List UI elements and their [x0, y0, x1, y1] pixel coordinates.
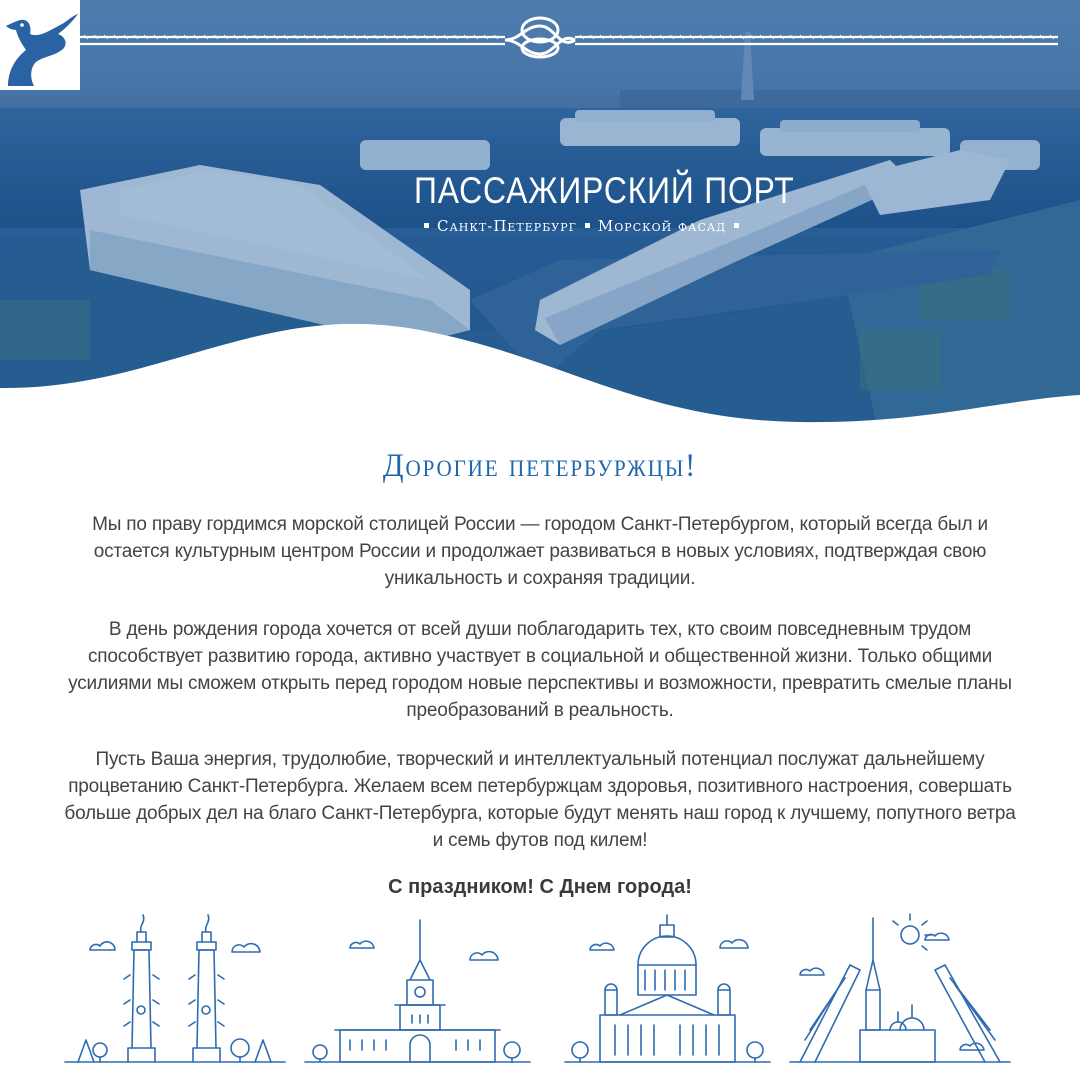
greeting-paragraph-2: В день рождения города хочется от всей души поблагодарить тех, кто своим повседневным трудом способствует развитию города, активно участвует в социальной и общественной жизни. Только общими усилиями мы сможем открыть перед городом новые перспективы и возможности, превратить смелые планы преобразований в реальность. — [68, 619, 1012, 721]
brand-subtitle-facade: Морской фасад — [597, 217, 727, 235]
brand-subtitle — [416, 217, 747, 235]
brand-title: ПАССАЖИРСКИЙ ПОРТ — [414, 170, 795, 211]
st-isaacs-cathedral-icon — [565, 915, 770, 1062]
greeting-headline: Дорогие петербуржцы! — [382, 448, 698, 484]
seabird-on-wave-logo — [0, 0, 80, 90]
brand-subtitle-city: Санкт-Петербург — [437, 217, 577, 235]
separator-dot-icon — [424, 223, 429, 228]
greeting-paragraph-3: Пусть Ваша энергия, трудолюбие, творческий и интеллектуальный потенциал послужат дальнейшему процветанию Санкт-Петербурга. Желаем всем петербуржцам здоровья, позитивного настроения, совершать больше добрых дел на благо Санкт-Петербурга, которые будут менять наш город к лучшему, попутного ветра и семь футов под килем! — [64, 749, 1016, 851]
separator-dot-icon — [585, 223, 590, 228]
admiralty-icon — [305, 920, 530, 1062]
separator-dot-icon — [734, 223, 739, 228]
landmarks-illustration — [0, 905, 1080, 1080]
closing-line: С праздником! С Днем города! — [388, 876, 692, 898]
rostral-columns-icon — [65, 915, 285, 1062]
rope-with-knot-icon — [0, 0, 1080, 60]
peter-and-paul-fortress-bridge-icon — [790, 914, 1010, 1062]
greeting-paragraph-1: Мы по праву гордимся морской столицей России — городом Санкт-Петербургом, который всегда был и остается культурным центром России и продолжает развиваться в новых условиях, подтверждая свою уникальность и сохраняя традиции. — [92, 514, 988, 589]
hero-banner — [0, 0, 1080, 440]
